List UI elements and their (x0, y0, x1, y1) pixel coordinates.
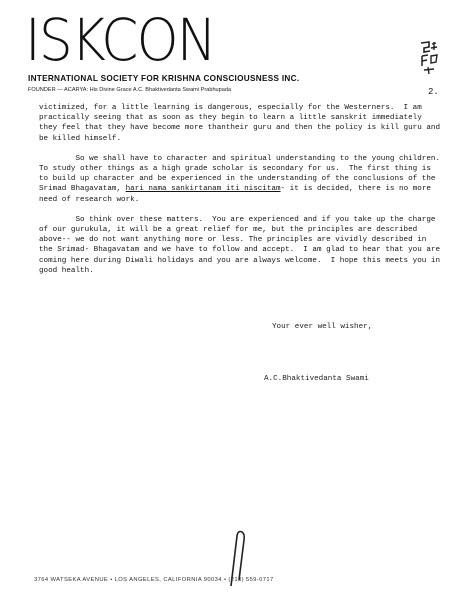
footer-address: 3764 WATSEKA AVENUE • LOS ANGELES, CALIFORNIA 90034 • (213) 559-0717 (34, 577, 274, 583)
founder-line: FOUNDER — ACARYA: His Divine Grace A.C. Bhaktivedanta Swami Prabhupada (28, 87, 232, 93)
signature: A.C.Bhaktivedanta Swami (264, 375, 369, 383)
stamp-icon (418, 40, 440, 76)
body-paragraph-3: So think over these matters. You are experienced and if you take up the charge of our gurukula, it will be a great relief for me, but the principles are described above-- we do not want anything more or less. The principles are vividly described in the Srimad- Bhagavatam and we have to follow and accept. I am glad to hear that you are coming here during Diwali holidays and you are always welcome. I hope this meets you in good health. (39, 215, 445, 275)
paragraph-2-end: - it is decided, there is no more need of research work. (39, 185, 436, 204)
paragraph-2-text: So we shall have to character and spiritual understanding to the young children. To study other things as a high grade scholar is secondary for us. The first thing is to build up character and be experienced in the understanding of the conclusions of the Srimad Bhagavatam, (39, 154, 450, 194)
closing-line: Your ever well wisher, (272, 323, 373, 331)
letter-body (39, 103, 450, 286)
iskcon-logo: ISKCON (25, 6, 215, 74)
organization-name: INTERNATIONAL SOCIETY FOR KRISHNA CONSCIOUSNESS INC. (28, 74, 300, 83)
body-paragraph-2 (39, 154, 450, 205)
sanskrit-quote: hari nama sankirtanam iti niscitam (125, 185, 281, 194)
page-number: 2. (428, 87, 439, 97)
body-paragraph-1: victimized, for a little learning is dangerous, especially for the Westerners. I am practically seeing that as soon as they begin to learn a little sanskrit immediately they feel that they have become more thantheir guru and then the policy is kill guru and be killed himself. (39, 104, 445, 143)
